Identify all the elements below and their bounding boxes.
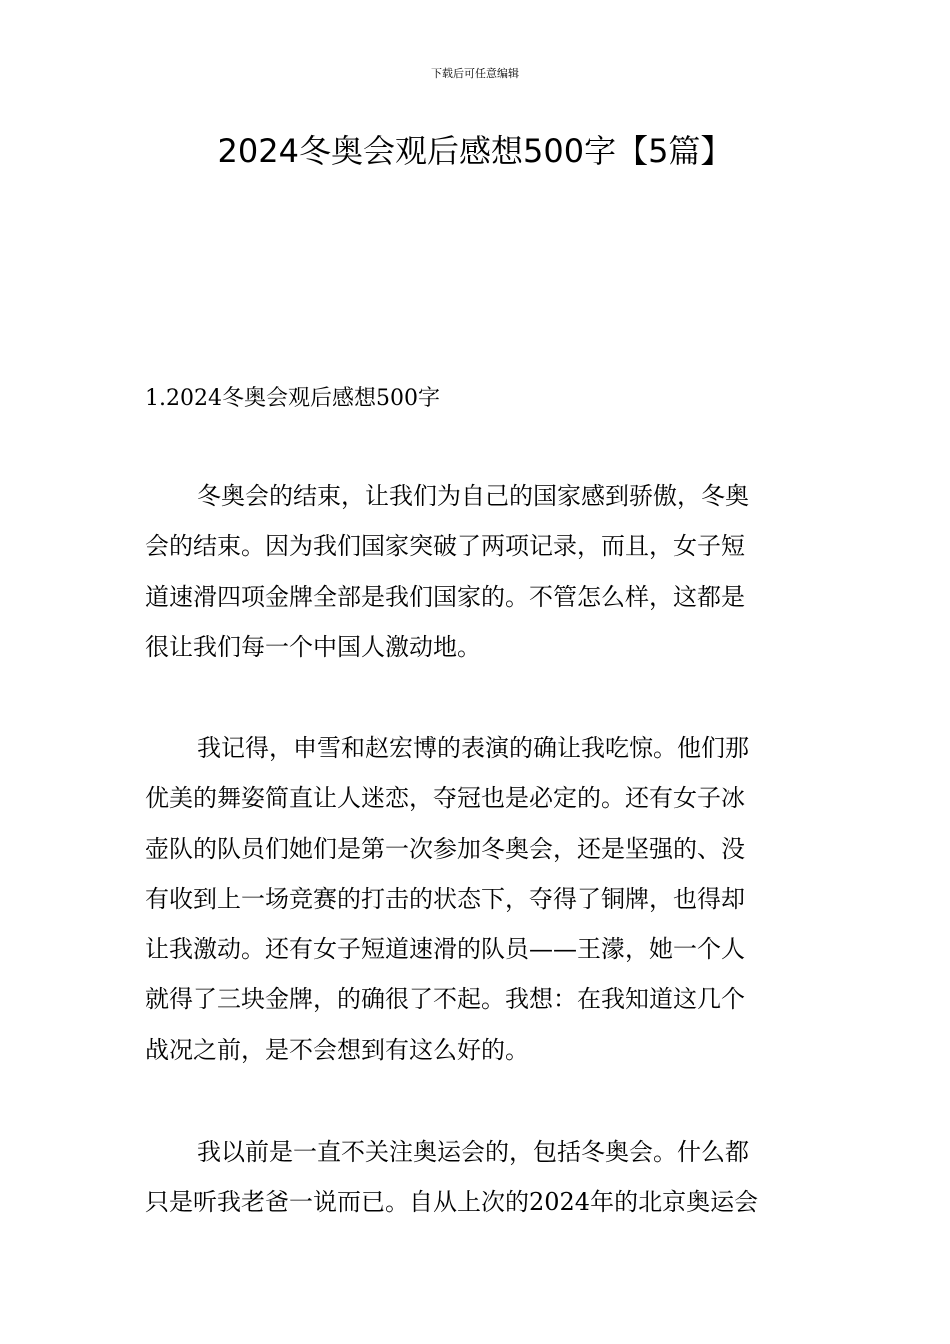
paragraph-line: 有收到上一场竞赛的打击的状态下，夺得了铜牌，也得却 [145, 884, 745, 913]
paragraph-line: 我以前是一直不关注奥运会的，包括冬奥会。什么都 [197, 1138, 749, 1166]
document-title: 2024冬奥会观后感想500字【5篇】 [217, 132, 733, 170]
paragraph-line: 我记得，申雪和赵宏博的表演的确让我吃惊。他们那 [197, 734, 749, 762]
paragraph-line: 只是听我老爸一说而已。自从上次的2024年的北京奥运会 [145, 1188, 759, 1217]
body-paragraph-1 [145, 471, 810, 672]
paragraph-line: 冬奥会的结束，让我们为自己的国家感到骄傲，冬奥 [197, 482, 749, 510]
body-paragraph-2 [145, 723, 810, 1075]
paragraph-line: 优美的舞姿简直让人迷恋，夺冠也是必定的。还有女子冰 [145, 784, 745, 813]
body-paragraph-3 [145, 1127, 810, 1228]
paragraph-line: 道速滑四项金牌全部是我们国家的。不管怎么样，这都是 [145, 582, 745, 611]
paragraph-line: 会的结束。因为我们国家突破了两项记录，而且，女子短 [145, 532, 745, 561]
paragraph-line: 壶队的队员们她们是第一次参加冬奥会，还是坚强的、没 [145, 834, 745, 863]
paragraph-line: 很让我们每一个中国人激动地。 [145, 632, 481, 661]
header-note: 下载后可任意编辑 [431, 67, 519, 80]
paragraph-line: 战况之前，是不会想到有这么好的。 [145, 1035, 529, 1064]
section-heading: 1.2024冬奥会观后感想500字 [145, 386, 440, 411]
paragraph-line: 就得了三块金牌，的确很了不起。我想：在我知道这几个 [145, 985, 745, 1014]
paragraph-line: 让我激动。还有女子短道速滑的队员——王濛，她一个人 [145, 935, 745, 964]
